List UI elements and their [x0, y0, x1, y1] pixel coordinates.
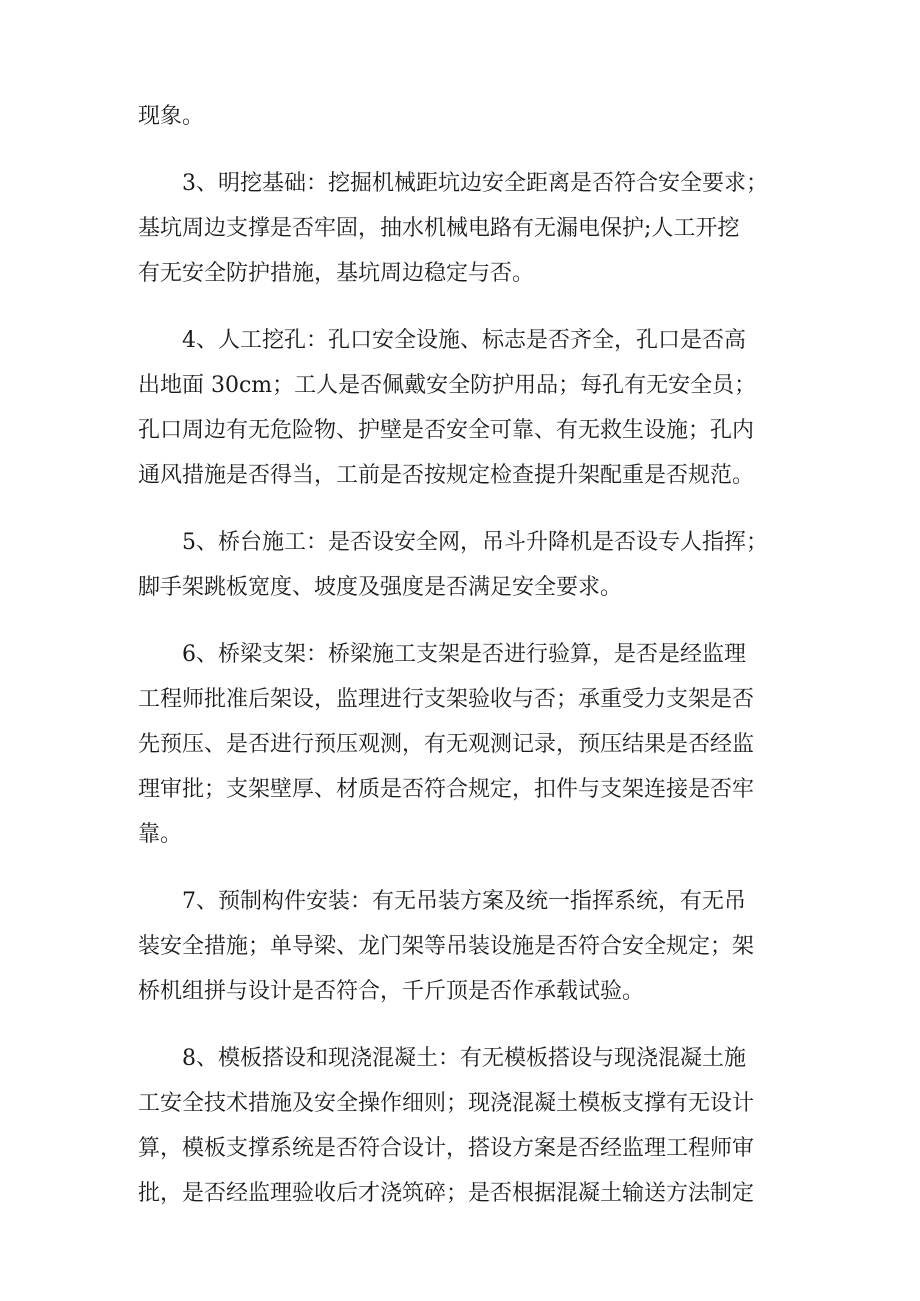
paragraph-gap [138, 857, 798, 879]
document-body [138, 94, 798, 1216]
text-line: 有无安全防护措施，基坑周边稳定与否。 [138, 261, 535, 286]
paragraph-gap [138, 498, 798, 520]
text-line: 算，模板支撑系统是否符合设计，搭设方案是否经监理工程师审 [138, 1136, 755, 1161]
text-line: 8、模板搭设和现浇混凝土：有无模板搭设与现浇混凝土施 [182, 1046, 746, 1071]
text-line: 先预压、是否进行预压观测，有无观测记录，预压结果是否经监 [138, 732, 755, 757]
text-line: 基坑周边支撑是否牢固，抽水机械电路有无漏电保护;人工开挖 [138, 216, 740, 241]
text-line: 6、桥梁支架：桥梁施工支架是否进行验算，是否是经监理 [182, 642, 746, 667]
paragraph-gap [138, 1014, 798, 1036]
text-line: 4、人工挖孔：孔口安全设施、标志是否齐全，孔口是否高 [182, 328, 746, 353]
paragraph [138, 161, 798, 296]
text-line: 3、明挖基础：挖掘机械距坑边安全距离是否符合安全要求； [182, 171, 768, 196]
paragraph [138, 1036, 798, 1216]
paragraph-gap [138, 139, 798, 161]
paragraph [138, 94, 798, 139]
paragraph-gap [138, 610, 798, 632]
text-line: 装安全措施；单导梁、龙门架等吊装设施是否符合安全规定；架 [138, 934, 755, 959]
text-line: 工程师批准后架设，监理进行支架验收与否；承重受力支架是否 [138, 687, 755, 712]
paragraph [138, 632, 798, 857]
paragraph-gap [138, 296, 798, 318]
text-line: 孔口周边有无危险物、护壁是否安全可靠、有无救生设施；孔内 [138, 418, 755, 443]
paragraph [138, 520, 798, 610]
text-line: 桥机组拼与设计是否符合，千斤顶是否作承载试验。 [138, 979, 645, 1004]
paragraph [138, 318, 798, 498]
text-line: 批，是否经监理验收后才浇筑碎；是否根据混凝土输送方法制定 [138, 1181, 755, 1206]
text-line: 脚手架跳板宽度、坡度及强度是否满足安全要求。 [138, 575, 623, 600]
text-line: 出地面 30cm；工人是否佩戴安全防护用品；每孔有无安全员； [138, 373, 757, 398]
paragraph [138, 879, 798, 1014]
text-line: 理审批；支架壁厚、材质是否符合规定，扣件与支架连接是否牢 [138, 777, 755, 802]
text-line: 现象。 [138, 104, 205, 129]
text-line: 通风措施是否得当，工前是否按规定检查提升架配重是否规范。 [138, 463, 755, 488]
text-line: 靠。 [138, 822, 183, 847]
text-line: 7、预制构件安装：有无吊装方案及统一指挥系统，有无吊 [182, 889, 746, 914]
text-line: 工安全技术措施及安全操作细则；现浇混凝土模板支撑有无设计 [138, 1091, 755, 1116]
text-line: 5、桥台施工：是否设安全网，吊斗升降机是否设专人指挥； [182, 530, 768, 555]
